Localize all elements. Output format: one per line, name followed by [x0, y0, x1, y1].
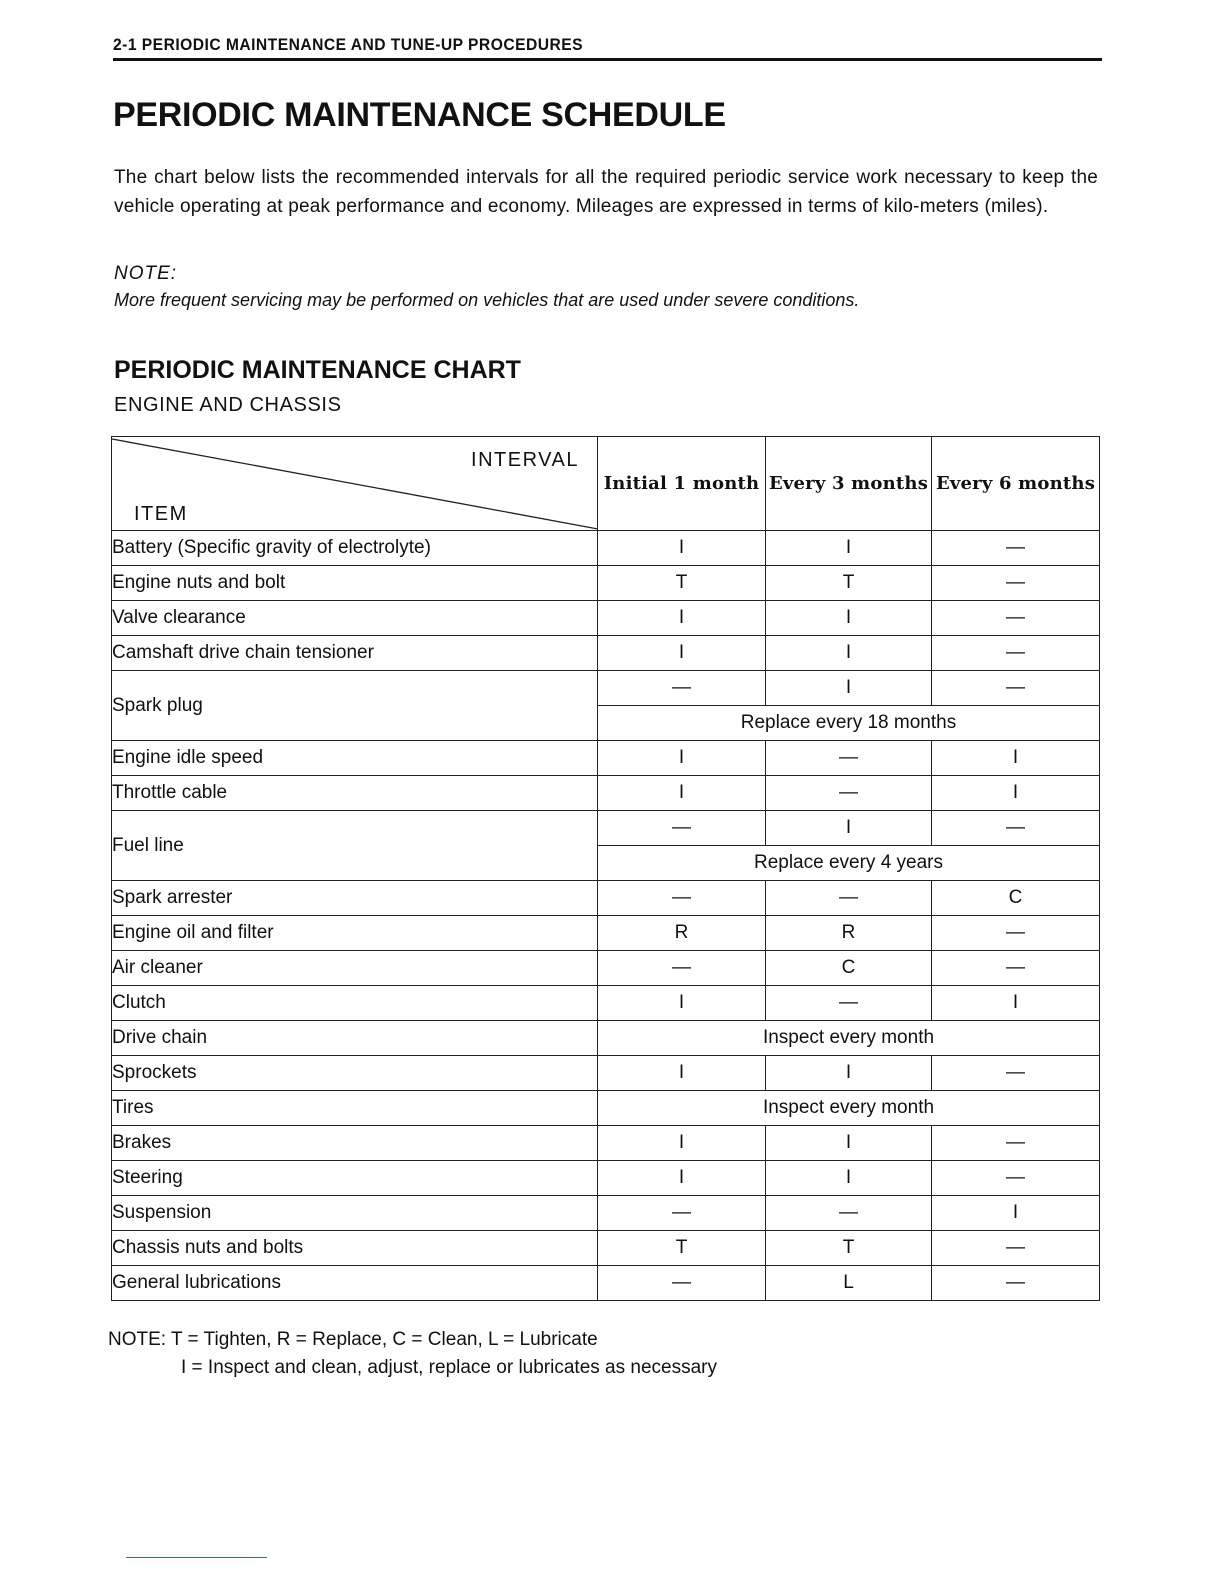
value-cell: —: [932, 916, 1100, 951]
value-cell: I: [932, 986, 1100, 1021]
item-cell: Clutch: [112, 986, 598, 1021]
column-header: Initial 1 month: [598, 437, 766, 531]
item-cell: Engine idle speed: [112, 741, 598, 776]
item-cell: Suspension: [112, 1196, 598, 1231]
table-row: [112, 1126, 1100, 1161]
value-cell: —: [598, 1266, 766, 1301]
item-cell: Air cleaner: [112, 951, 598, 986]
table-row: [112, 741, 1100, 776]
value-cell: —: [598, 671, 766, 706]
value-cell: I: [766, 531, 932, 566]
table-row: [112, 1196, 1100, 1231]
item-cell: Spark plug: [112, 671, 598, 741]
note-text: More frequent servicing may be performed on vehicles that are used under severe conditions.: [114, 290, 860, 310]
item-cell: General lubrications: [112, 1266, 598, 1301]
value-cell: —: [598, 811, 766, 846]
item-label: ITEM: [134, 503, 188, 525]
value-cell: —: [932, 566, 1100, 601]
table-row: [112, 881, 1100, 916]
span-note-cell: Replace every 18 months: [598, 706, 1100, 741]
value-cell: —: [598, 951, 766, 986]
value-cell: I: [766, 671, 932, 706]
value-cell: C: [766, 951, 932, 986]
value-cell: —: [932, 1161, 1100, 1196]
value-cell: I: [598, 1056, 766, 1091]
span-cell: Inspect every month: [598, 1021, 1100, 1056]
value-cell: I: [766, 1126, 932, 1161]
value-cell: R: [598, 916, 766, 951]
table-row: [112, 1266, 1100, 1301]
table-row: [112, 1056, 1100, 1091]
item-cell: Throttle cable: [112, 776, 598, 811]
item-cell: Fuel line: [112, 811, 598, 881]
page-title: PERIODIC MAINTENANCE SCHEDULE: [113, 96, 726, 134]
chart-subtitle: ENGINE AND CHASSIS: [114, 394, 342, 416]
table-row: [112, 951, 1100, 986]
value-cell: —: [932, 1056, 1100, 1091]
table-row: [112, 566, 1100, 601]
interval-label: INTERVAL: [471, 449, 579, 471]
value-cell: T: [598, 1231, 766, 1266]
value-cell: I: [598, 986, 766, 1021]
value-cell: I: [766, 601, 932, 636]
table-row: [112, 601, 1100, 636]
table-row: [112, 636, 1100, 671]
value-cell: I: [766, 636, 932, 671]
value-cell: —: [766, 881, 932, 916]
column-header: Every 6 months: [932, 437, 1100, 531]
value-cell: I: [598, 1161, 766, 1196]
table-row: [112, 986, 1100, 1021]
value-cell: —: [932, 1126, 1100, 1161]
value-cell: —: [932, 1231, 1100, 1266]
table-row: [112, 1231, 1100, 1266]
intro-paragraph: The chart below lists the recommended intervals for all the required periodic service work necessary to keep the vehicle operating at peak performance and economy. Mileages are expressed in terms of kilo-meters (miles).: [114, 167, 1098, 217]
running-head: 2-1 PERIODIC MAINTENANCE AND TUNE-UP PROCEDURES: [113, 35, 584, 54]
item-cell: Drive chain: [112, 1021, 598, 1056]
note-label: NOTE:: [114, 263, 178, 284]
value-cell: I: [598, 741, 766, 776]
item-cell: Battery (Specific gravity of electrolyte): [112, 531, 598, 566]
value-cell: I: [932, 741, 1100, 776]
item-cell: Engine oil and filter: [112, 916, 598, 951]
value-cell: —: [932, 601, 1100, 636]
value-cell: —: [932, 671, 1100, 706]
item-cell: Sprockets: [112, 1056, 598, 1091]
table-header-row: [112, 437, 1100, 531]
value-cell: —: [766, 741, 932, 776]
value-cell: —: [932, 1266, 1100, 1301]
span-cell: Inspect every month: [598, 1091, 1100, 1126]
value-cell: R: [766, 916, 932, 951]
value-cell: —: [766, 1196, 932, 1231]
span-note-cell: Replace every 4 years: [598, 846, 1100, 881]
item-cell: Chassis nuts and bolts: [112, 1231, 598, 1266]
legend-line-1: NOTE: T = Tighten, R = Replace, C = Clean, L = Lubricate: [108, 1329, 598, 1350]
item-cell: Camshaft drive chain tensioner: [112, 636, 598, 671]
table-row: [112, 1161, 1100, 1196]
value-cell: T: [766, 566, 932, 601]
header-rule: [113, 58, 1102, 61]
value-cell: I: [766, 1056, 932, 1091]
value-cell: —: [932, 636, 1100, 671]
value-cell: I: [766, 811, 932, 846]
value-cell: C: [932, 881, 1100, 916]
item-cell: Valve clearance: [112, 601, 598, 636]
corner-header-cell: [112, 437, 598, 531]
table-row: [112, 1021, 1100, 1056]
value-cell: I: [766, 1161, 932, 1196]
item-cell: Tires: [112, 1091, 598, 1126]
value-cell: I: [598, 776, 766, 811]
value-cell: —: [598, 881, 766, 916]
bottom-rule: [126, 1557, 267, 1558]
item-cell: Spark arrester: [112, 881, 598, 916]
value-cell: —: [932, 811, 1100, 846]
table-row: [112, 671, 1100, 706]
value-cell: T: [598, 566, 766, 601]
value-cell: I: [932, 1196, 1100, 1231]
chart-title: PERIODIC MAINTENANCE CHART: [114, 356, 521, 384]
table-row: [112, 916, 1100, 951]
value-cell: L: [766, 1266, 932, 1301]
item-cell: Steering: [112, 1161, 598, 1196]
table-row: [112, 776, 1100, 811]
value-cell: I: [598, 636, 766, 671]
value-cell: I: [598, 531, 766, 566]
value-cell: I: [932, 776, 1100, 811]
table-row: [112, 1091, 1100, 1126]
table-row: [112, 811, 1100, 846]
value-cell: —: [932, 531, 1100, 566]
item-cell: Brakes: [112, 1126, 598, 1161]
value-cell: —: [766, 986, 932, 1021]
value-cell: T: [766, 1231, 932, 1266]
value-cell: —: [598, 1196, 766, 1231]
value-cell: —: [766, 776, 932, 811]
value-cell: I: [598, 1126, 766, 1161]
value-cell: I: [598, 601, 766, 636]
legend-footnote: [108, 1326, 717, 1382]
value-cell: —: [932, 951, 1100, 986]
table-row: [112, 531, 1100, 566]
column-header: Every 3 months: [766, 437, 932, 531]
maintenance-table: [111, 436, 1100, 1301]
item-cell: Engine nuts and bolt: [112, 566, 598, 601]
legend-line-2: I = Inspect and clean, adjust, replace or lubricates as necessary: [181, 1357, 717, 1378]
